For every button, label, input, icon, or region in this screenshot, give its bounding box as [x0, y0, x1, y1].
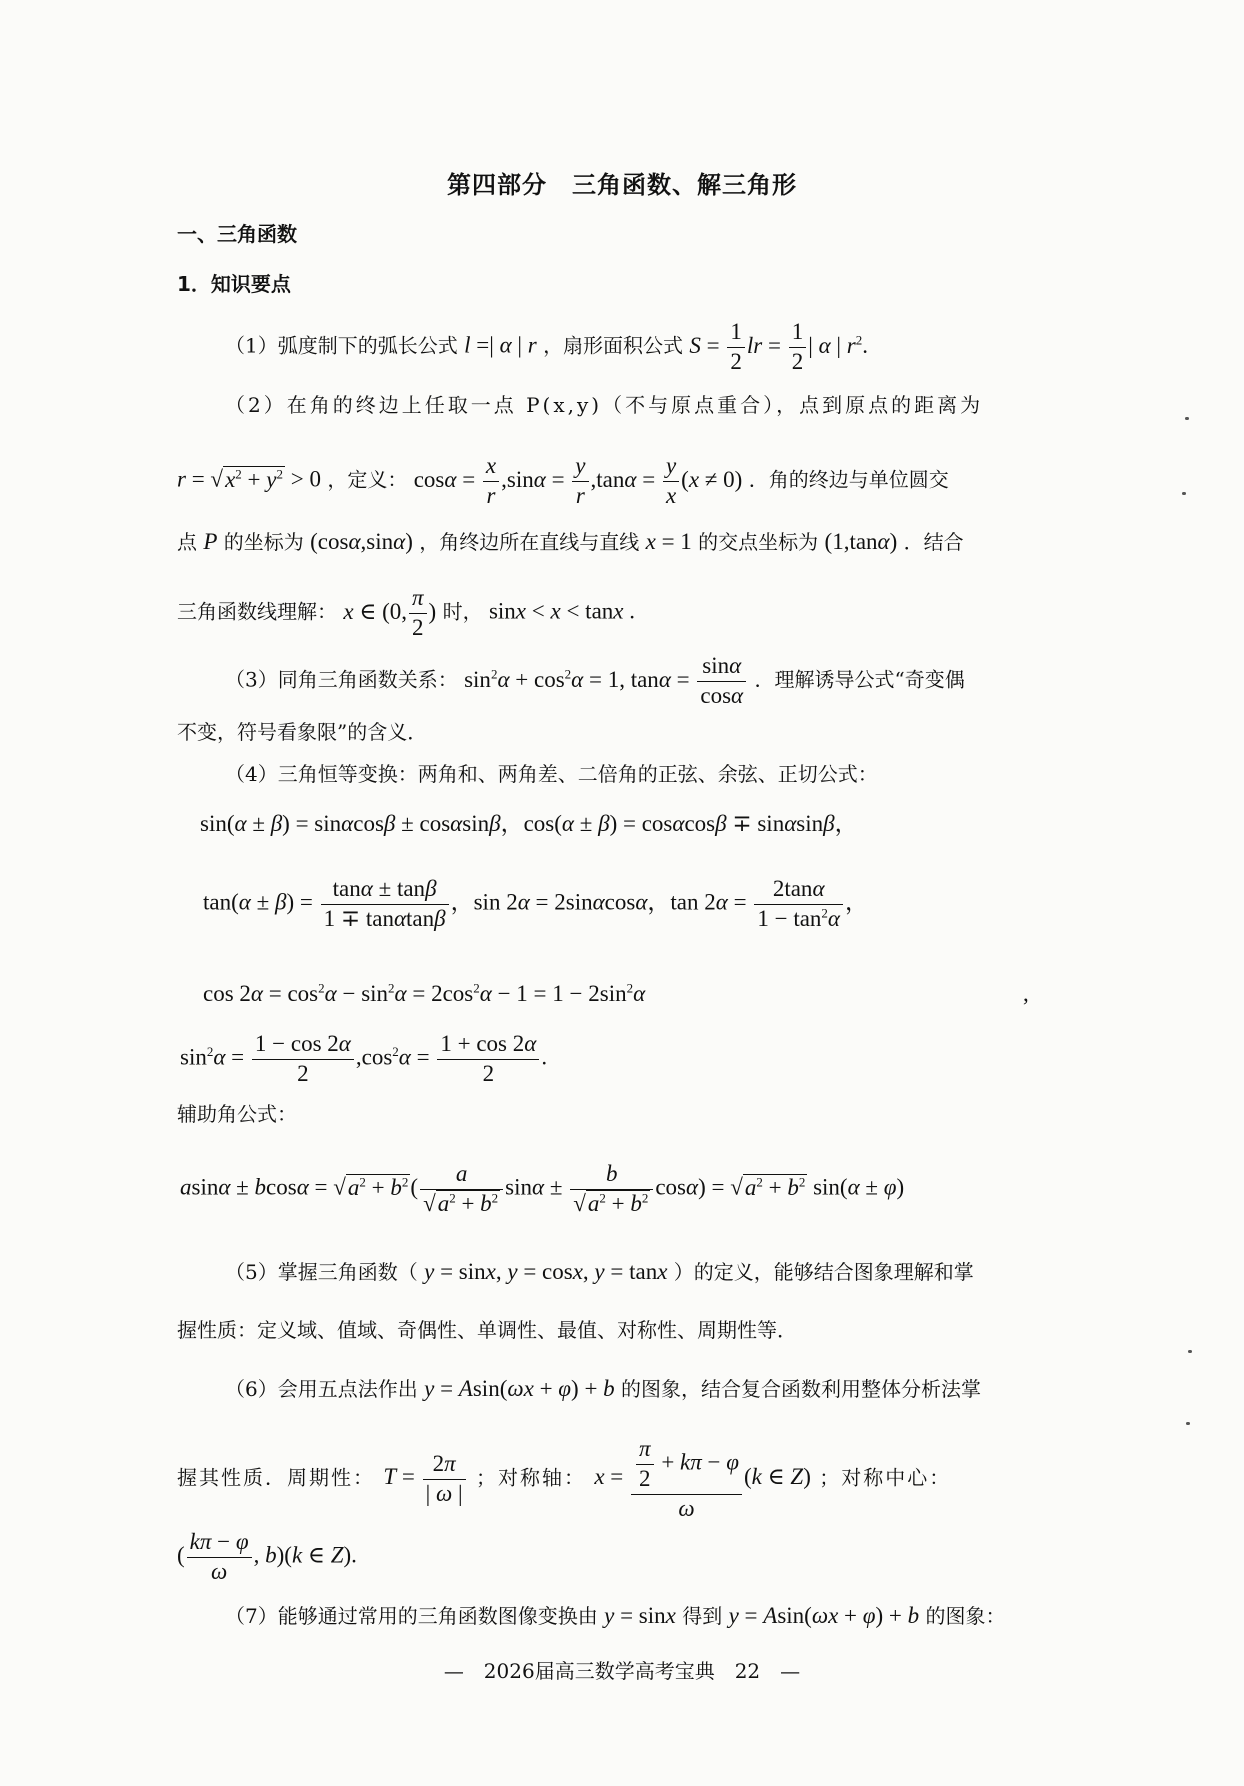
paragraph-3-cont: 不变，符号看象限”的含义．	[177, 720, 428, 744]
aux-angle-label: 辅助角公式：	[177, 1102, 297, 1126]
scan-speck	[1188, 1350, 1192, 1353]
paragraph-2-line-4: 三角函数线理解： x ∈ (0, $\frac{\pi}{2}$ ) 时， sinx < x < tanx .	[177, 585, 635, 640]
paragraph-5-cont: 握性质：定义域、值域、奇偶性、单调性、最值、对称性、周期性等．	[177, 1318, 797, 1342]
paragraph-4: （4）三角恒等变换：两角和、两角差、二倍角的正弦、余弦、正切公式：	[225, 762, 878, 786]
scan-speck	[1182, 492, 1186, 495]
formula-auxiliary-angle: $asin\alpha \pm bcos\alpha = √a^2 + b^2$( $\frac{a}{√a^2 + b^2}$ sinα ± $\frac{b}{√a^2 + b^2}$ $\cos\alpha) = √a^2 + b^2$ sin(α ± φ)	[180, 1161, 905, 1216]
paragraph-2-line-1: （2）在角的终边上任取一点 P(x,y)（不与原点重合），点到原点的距离为	[225, 393, 984, 417]
paragraph-6-cont: 握其性质．周期性： T = $\frac{2\pi}{| \omega |}$ ；对称轴： x = $\frac{\pi}{2}$ + kπ − φ ω (k ∈ Z) ；对称中心：	[177, 1436, 952, 1521]
formula-power-reduction: $\sin^2\alpha$ = $\frac{1 - \cos 2\alpha}{2}$ $,\cos^2\alpha$ = $\frac{1 + \cos 2\alpha}{2}$ .	[180, 1031, 548, 1086]
subsection-heading: 1．知识要点	[177, 272, 291, 296]
scan-speck	[1186, 1422, 1190, 1425]
paragraph-2-line-3: 点 P 的坐标为 (cosα,sinα) ，角终边所在直线与直线 x = 1 的交点坐标为 (1,tanα) ．结合	[177, 529, 964, 554]
scan-speck	[1185, 417, 1189, 420]
page-title: 第四部分 三角函数、解三角形	[447, 171, 797, 199]
comma: ,	[1023, 981, 1029, 1006]
paragraph-5: （5）掌握三角函数（ y = sinx, y = cosx, y = tanx ）的定义，能够结合图象理解和掌	[225, 1259, 974, 1284]
paragraph-7: （7）能够通过常用的三角函数图像变换由 y = sinx 得到 y = Asin(ωx + φ) + b 的图象：	[225, 1603, 1006, 1628]
paragraph-1: （1）弧度制下的弧长公式 l =| α | r ，扇形面积公式 S = $\frac{1}{2}$ lr = $\frac{1}{2}$ | α | $r^2$.	[225, 319, 868, 374]
formula-tangent-double: tan(α ± β) = $\frac{\tan\alpha \pm \tan\beta}{1 \mp \tan\alpha\tan\beta}$ ，sin 2α = 2sinαcosα，tan 2α = $\frac{2\tan\alpha}{1 - \tan^2\alpha}$ ，	[203, 876, 868, 931]
paragraph-2-line-2: $r = √x^2 + y^2 > 0$ ，定义： cosα = $\frac{x}{r}$ ,sinα = $\frac{y}{r}$ ,tanα = $\frac{y}{x}$ (x ≠ 0) ．角的终边与单位圆交	[177, 453, 949, 508]
formula-cos-double: $\cos 2\alpha = \cos^2\alpha - \sin^2\alpha = 2\cos^2\alpha - 1 = 1 - 2\sin^2\alpha$	[203, 980, 646, 1006]
section-heading: 一、三角函数	[177, 222, 297, 246]
page-footer: — 2026届高三数学高考宝典 22 —	[443, 1659, 801, 1683]
formula-sum-difference: sin(α ± β) = sinαcosβ ± cosαsinβ，cos(α ± β) = cosαcosβ ∓ sinαsinβ，	[200, 811, 858, 836]
paragraph-3: （3）同角三角函数关系： $\sin^2\alpha + \cos^2\alpha = 1$, tanα = $\frac{\sin\alpha}{\cos\alpha}$ ．理解诱导公式“奇变偶	[225, 653, 965, 708]
paragraph-6: （6）会用五点法作出 y = Asin(ωx + φ) + b 的图象，结合复合函数利用整体分析法掌	[225, 1376, 982, 1401]
symmetry-center-formula: ( $\frac{k\pi - \varphi}{\omega}$ , b)(k ∈ Z).	[177, 1529, 357, 1584]
